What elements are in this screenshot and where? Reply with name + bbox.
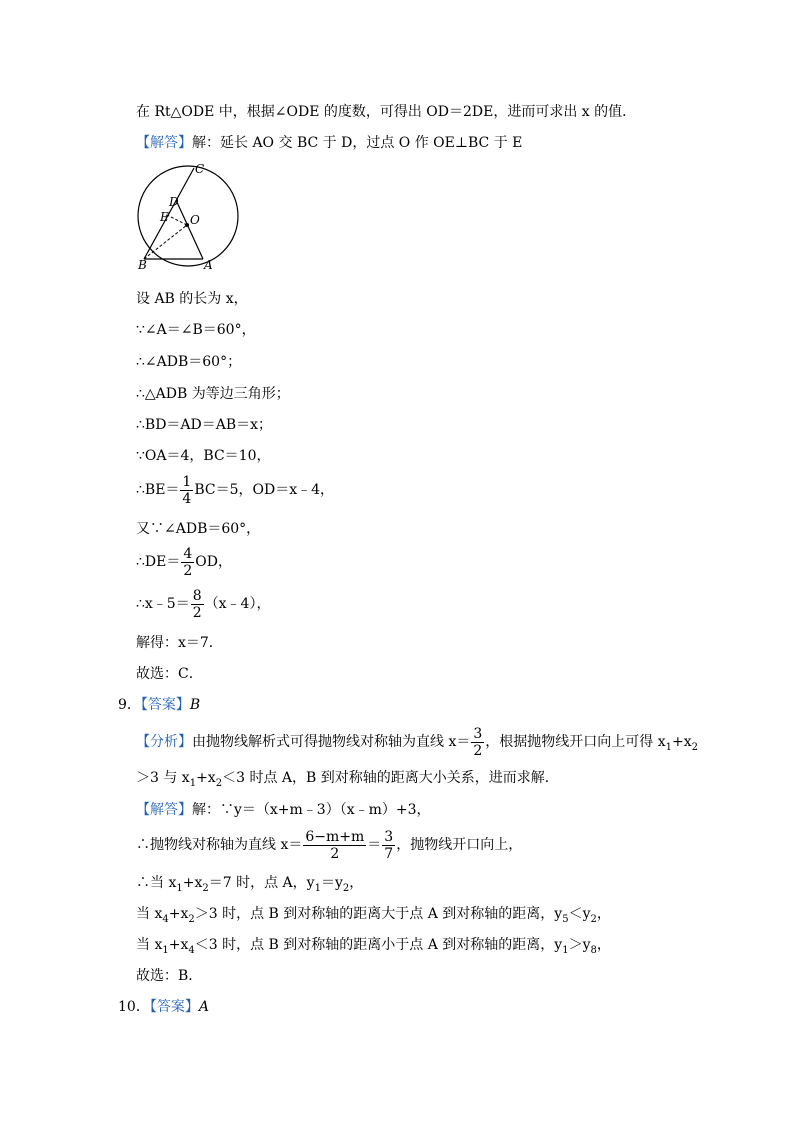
line-text: 解得：x＝7． [136,635,223,651]
line-text: ∴BD＝AD＝AB＝x； [136,417,273,433]
line-text: ＝ [367,837,382,853]
denominator: 2 [330,845,340,862]
line-text: 解：∵y＝（x+m﹣3）（x﹣m）+3， [192,802,431,818]
numerator: 6−m+m [305,828,365,845]
line-text: ∴BE＝ [136,482,180,498]
line-text: +x [182,875,203,891]
answer-value: A [198,999,209,1015]
numerator: 3 [473,725,483,742]
line-text: OD， [195,554,232,570]
subscript: 4 [188,944,195,956]
line-text: ∴抛物线对称轴为直线 x＝ [136,837,303,853]
subscript: 1 [189,777,197,789]
text-line [136,935,611,961]
question-9-answer [118,695,200,715]
denominator: 2 [473,742,483,759]
line-text: ， [596,937,611,953]
text-line [136,289,248,309]
subscript: 5 [562,913,569,925]
numerator: 8 [192,587,202,604]
line-text: ＜3 时点 A，B 到对称轴的距离大小关系，进而求解． [222,770,559,786]
line-text: BC＝5，OD＝x﹣4， [194,482,335,498]
text-line [136,664,203,684]
answer-line [136,133,522,153]
question-number: 10． [118,999,150,1015]
subscript: 2 [691,741,699,753]
subscript: 2 [215,777,223,789]
line-text: ∴∠ADB＝60°； [136,354,242,370]
subscript: 1 [176,882,183,894]
text-line [136,352,241,372]
line-text: ＞3 与 x [136,770,190,786]
text-line [136,446,270,466]
line-text: 当 x [136,937,163,953]
circle-figure [130,158,246,274]
line-text: ∵∠A＝∠B＝60°， [136,322,256,338]
denominator: 2 [192,604,202,621]
line-text: 故选：C． [136,666,203,682]
subscript: 1 [314,882,321,894]
line-text: ＝y [320,875,343,891]
answer-tag: 【解答】 [136,802,192,818]
subscript: 4 [162,913,169,925]
point-c-label: C [195,162,205,176]
text-line [136,102,636,122]
line-text: ∵OA＝4，BC＝10， [136,448,271,464]
subscript: 2 [188,913,195,925]
numerator: 1 [182,473,192,490]
line-text: +x [168,906,189,922]
question-number: 9． [118,697,141,713]
subscript: 2 [590,913,597,925]
fraction-line [136,543,232,581]
text-line [136,873,363,899]
subscript: 2 [342,882,350,894]
fraction-line [136,585,270,623]
answer-value: B [189,697,201,713]
line-text: 当 x [136,906,163,922]
text-line [136,519,260,539]
answer-tag: 【解答】 [136,135,192,151]
fraction [303,829,366,862]
text-line [136,384,290,404]
line-text: ＞3 时，点 B 到对称轴的距离大于点 A 到对称轴的距离，y [194,906,563,922]
line-text: +x [672,734,692,750]
line-text: ∴x﹣5＝ [136,596,190,612]
answer-tag: 【答案】 [149,999,199,1015]
denominator: 7 [384,845,394,862]
subscript: 1 [562,944,569,956]
text-line [136,633,223,653]
fraction [471,726,484,759]
numerator: 3 [384,828,394,845]
fraction-line [136,471,334,509]
text-line [136,904,611,930]
line-text: 又∵∠ADB＝60°， [136,521,261,537]
text-line [136,415,272,435]
numerator: 4 [183,545,193,562]
fraction [181,546,194,579]
line-text: +x [168,937,189,953]
denominator: 4 [182,490,192,507]
answer-tag: 【答案】 [140,697,190,713]
line-text: 解：延长 AO 交 BC 于 D，过点 O 作 OE⊥BC 于 E [192,135,523,151]
line-text: ， [349,875,364,891]
text-line [136,320,256,340]
point-d-label: D [169,195,179,209]
fraction [191,588,204,621]
line-text: ， [596,906,611,922]
text-line [136,768,559,794]
line-text: ，根据抛物线开口向上可得 x [485,734,666,750]
line-text: 由抛物线解析式可得抛物线对称轴为直线 x＝ [192,734,471,750]
line-text: 在 Rt△ODE 中，根据∠ODE 的度数，可得出 OD＝2DE，进而可求出 x 的值． [136,104,637,120]
line-text: ∴当 x [136,875,177,891]
line-text: ＜y [568,906,591,922]
subscript: 1 [665,741,673,753]
line-text: ＜3 时，点 B 到对称轴的距离小于点 A 到对称轴的距离，y [194,937,563,953]
line-text: （x﹣4）， [204,596,271,612]
analysis-tag: 【分析】 [136,734,192,750]
subscript: 8 [590,944,597,956]
line-text: 故选：B． [136,968,203,984]
point-a-label: A [204,258,213,272]
line-text: 设 AB 的长为 x， [136,291,248,307]
fraction-line [136,826,522,864]
line-text: ＝7 时，点 A，y [208,875,315,891]
line-text: ＞y [568,937,591,953]
text-line [136,966,202,986]
line-text: ，抛物线开口向上， [396,837,523,853]
line-text: ∴△ADB 为等边三角形； [136,386,290,402]
answer-line [136,800,431,820]
analysis-line [136,723,698,767]
question-10-answer [118,997,209,1017]
point-e-label: E [160,210,169,224]
point-b-label: B [138,258,147,272]
subscript: 2 [202,882,209,894]
line-text: +x [196,770,216,786]
subscript: 1 [162,944,169,956]
fraction [180,474,193,507]
fraction [382,829,395,862]
denominator: 2 [183,562,193,579]
line-text: ∴DE＝ [136,554,181,570]
point-o-label: O [190,213,200,227]
